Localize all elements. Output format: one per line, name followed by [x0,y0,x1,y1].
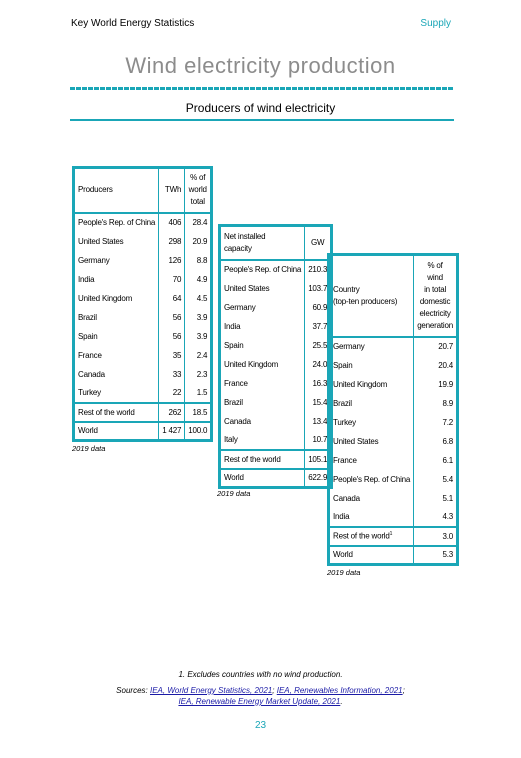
table3-note: 2019 data [327,568,361,577]
row-value-pct: 4.5 [185,289,212,308]
row-value-pct: 8.9 [414,394,458,413]
world-pct: 5.3 [414,546,458,565]
row-value-pct: 7.2 [414,413,458,432]
table-row [329,489,458,508]
row-value-gw: 60.9 [305,298,332,317]
table-row [220,355,332,374]
page-number: 23 [254,720,267,731]
header-section: Supply [420,18,451,29]
producers-header: Producers [74,168,159,213]
table-row [74,213,212,232]
sources-label: Sources: [116,686,148,695]
row-value-pct: 3.9 [185,327,212,346]
source-link-world-energy-statistics[interactable]: IEA, World Energy Statistics, 2021 [149,686,273,695]
table-row [74,270,212,289]
row-label: Italy [224,435,238,444]
row-value-pct: 2.3 [185,365,212,384]
country-header: Country (top-ten producers) [329,255,414,337]
row-label: United Kingdom [224,359,279,369]
world-pct: 100.0 [185,422,212,441]
gw-header: GW [305,226,332,260]
page-subtitle: Producers of wind electricity [185,101,336,115]
row-label: Brazil [333,398,352,408]
rest-of-world-pct: 3.0 [414,527,458,546]
row-label: United States [333,436,379,446]
row-label: Canada [224,416,251,426]
row-label: People's Rep. of China [224,265,302,274]
row-value-gw: 13.4 [305,412,332,431]
table-row [329,413,458,432]
footnote-marker: 1 [389,531,393,538]
table-row [220,260,332,279]
table1-note: 2019 data [72,444,106,453]
row-label: United Kingdom [333,379,388,389]
row-label: Canada [78,369,105,379]
pct-wind-header: % of wind in total domestic electricity generation [414,255,458,337]
row-value-pct: 4.9 [185,270,212,289]
twh-header: TWh [159,168,185,213]
row-value-pct: 6.8 [414,432,458,451]
row-value-twh: 35 [159,346,185,365]
row-value-gw: 10.7 [305,431,332,450]
row-label: People's Rep. of China [333,474,411,484]
world-label: World [220,469,305,488]
row-label: Brazil [78,312,97,322]
table-row [329,432,458,451]
world-gw: 622.9 [305,469,332,488]
title-divider [70,87,454,90]
row-label: France [333,455,357,465]
table-row [220,298,332,317]
table-row [329,337,458,356]
table-row [329,508,458,527]
producers-table [72,166,213,442]
rest-of-world-gw: 105.1 [305,450,332,469]
table-row [220,336,332,355]
rest-of-world-label: Rest of the world [74,403,159,422]
table-row [220,317,332,336]
rest-of-world-twh: 262 [159,403,185,422]
row-label: United States [224,283,270,293]
table-row [74,327,212,346]
table-row [74,251,212,270]
row-value-pct: 1.5 [185,384,212,403]
row-label: Brazil [224,397,243,407]
table-row [220,412,332,431]
row-label: United Kingdom [78,293,133,303]
capacity-table [218,224,333,489]
row-value-gw: 37.7 [305,317,332,336]
table-row [74,232,212,251]
table-row [74,384,212,403]
table-row [329,394,458,413]
pct-world-header: % of world total [185,168,212,213]
row-label: Turkey [78,388,101,397]
table-row [220,393,332,412]
row-label: France [78,350,102,360]
row-label: Germany [224,302,256,312]
row-value-gw: 210.3 [305,260,332,279]
row-value-pct: 20.7 [414,337,458,356]
row-value-twh: 56 [159,308,185,327]
row-label: Turkey [333,417,356,427]
row-value-pct: 28.4 [185,213,212,232]
row-label: United States [78,236,124,246]
row-value-twh: 70 [159,270,185,289]
row-value-twh: 33 [159,365,185,384]
row-label: Canada [333,493,360,503]
subtitle-divider [70,119,454,121]
sources [0,685,521,707]
world-label: World [74,422,159,441]
sources-separator: ; [402,686,405,695]
row-value-pct: 3.9 [185,308,212,327]
rest-of-world-pct: 18.5 [185,403,212,422]
source-link-renewable-market-update[interactable]: IEA, Renewable Energy Market Update, 2021 [178,697,341,706]
world-label: World [329,546,414,565]
row-label: Spain [78,331,98,341]
table-row [220,279,332,298]
table2-note: 2019 data [217,489,251,498]
table-row [329,451,458,470]
row-label: India [224,321,241,331]
table-row [74,289,212,308]
row-label: India [333,512,350,521]
sources-end: . [340,697,343,706]
row-value-pct: 5.4 [414,470,458,489]
table-row [220,431,332,450]
row-label: Spain [224,340,244,350]
row-value-twh: 56 [159,327,185,346]
row-value-pct: 6.1 [414,451,458,470]
page-title: Wind electricity production [125,53,396,78]
row-value-gw: 103.7 [305,279,332,298]
row-value-gw: 16.3 [305,374,332,393]
row-label: People's Rep. of China [78,218,156,227]
world-twh: 1 427 [159,422,185,441]
row-value-gw: 25.5 [305,336,332,355]
capacity-header: Net installed capacity [220,226,305,260]
row-value-pct: 19.9 [414,375,458,394]
table-row [329,375,458,394]
row-label: Germany [333,342,365,351]
table-row [74,365,212,384]
rest-of-world-label: Rest of the world$^1$ [329,527,414,546]
table-row [329,470,458,489]
row-value-pct: 5.1 [414,489,458,508]
row-label: France [224,378,248,388]
row-value-gw: 24.0 [305,355,332,374]
rest-of-world-label: Rest of the world [220,450,305,469]
table-row [220,374,332,393]
table-row [74,346,212,365]
row-label: India [78,274,95,284]
source-link-renewables-information[interactable]: IEA, Renewables Information, 2021 [276,686,403,695]
wind-share-table [327,253,459,566]
table-row [329,356,458,375]
row-value-pct: 2.4 [185,346,212,365]
row-value-twh: 22 [159,384,185,403]
table-row [74,308,212,327]
row-value-pct: 20.4 [414,356,458,375]
row-value-gw: 15.4 [305,393,332,412]
row-value-pct: 4.3 [414,508,458,527]
row-value-pct: 8.8 [185,251,212,270]
row-value-twh: 64 [159,289,185,308]
row-label: Germany [78,255,110,265]
row-label: Spain [333,360,353,370]
sources-separator: ; [272,686,275,695]
header-doc-title: Key World Energy Statistics [71,18,195,29]
row-value-twh: 298 [159,232,185,251]
footnote: 1. Excludes countries with no wind production. [178,670,343,679]
row-value-twh: 126 [159,251,185,270]
row-value-pct: 20.9 [185,232,212,251]
row-value-twh: 406 [159,213,185,232]
